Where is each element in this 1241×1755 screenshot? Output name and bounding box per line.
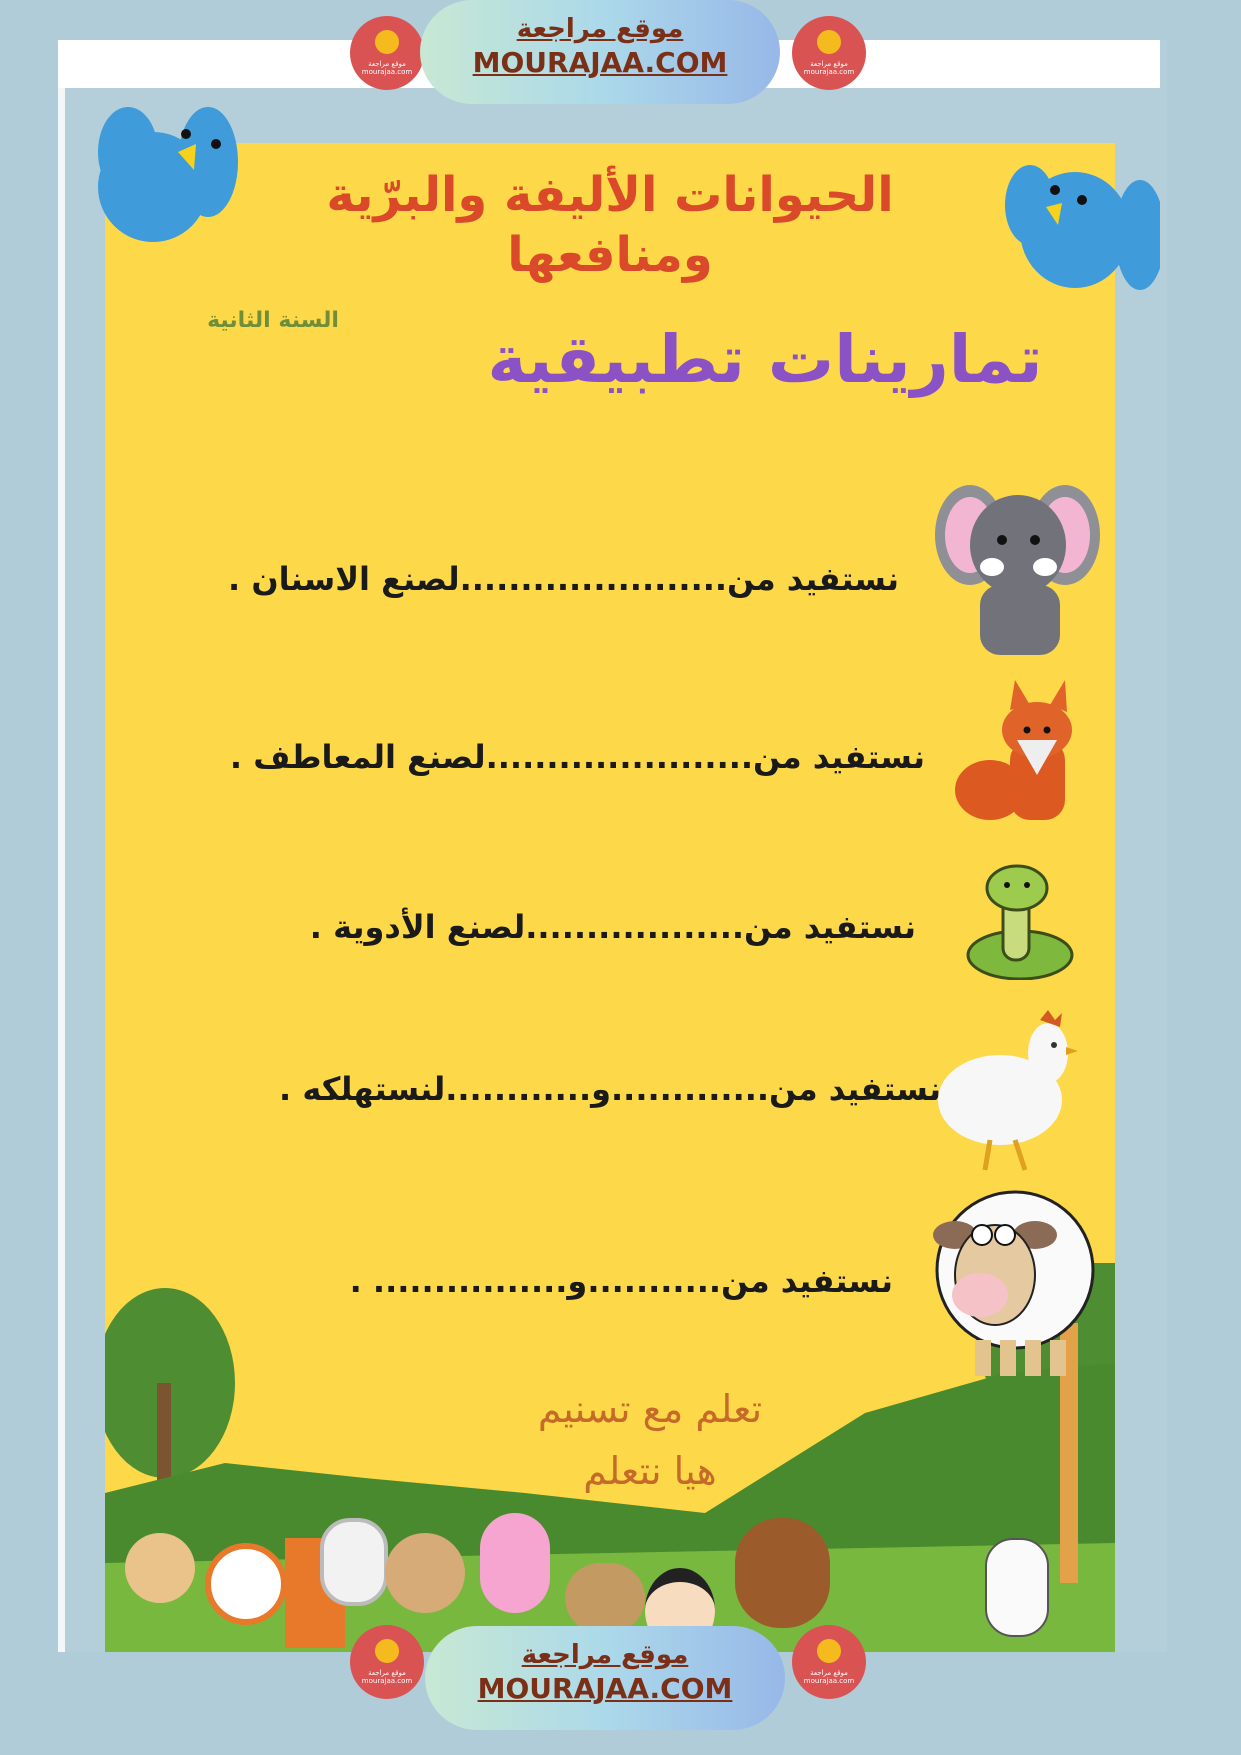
- snake-icon: [965, 860, 1080, 980]
- watermark-seal-top-left: [350, 16, 424, 90]
- watermark-arabic: موقع مراجعة: [516, 14, 684, 44]
- watermark-badge-top[interactable]: [420, 0, 780, 104]
- chicken-icon: [930, 1005, 1080, 1180]
- watermark-latin: MOURAJAA.COM: [477, 1672, 733, 1705]
- dog-brown-icon: [565, 1563, 645, 1633]
- watermark-seal-top-right: [792, 16, 866, 90]
- puppy-icon: [985, 1538, 1049, 1637]
- zebra-icon: [320, 1518, 388, 1606]
- seal-caption-ar: موقع مراجعة: [368, 1669, 406, 1677]
- seal-caption: [350, 1669, 424, 1685]
- question-chicken[interactable]: نستفيد من.............و............لنستهلكه .: [279, 1070, 941, 1108]
- watermark-arabic: موقع مراجعة: [521, 1640, 689, 1670]
- watermark-seal-bottom-left: [350, 1625, 424, 1699]
- seal-caption: [792, 1669, 866, 1685]
- worksheet-footer: [490, 1378, 810, 1502]
- blue-bird-left-icon: [68, 92, 238, 252]
- seal-caption-ar: موقع مراجعة: [810, 60, 848, 68]
- book-icon: [817, 1639, 841, 1663]
- question-snake[interactable]: نستفيد من..................لصنع الأدوية .: [309, 908, 916, 946]
- title-line-2: ومنافعها: [507, 227, 713, 283]
- watermark-badge-bottom[interactable]: [425, 1626, 785, 1730]
- watermark-latin: MOURAJAA.COM: [472, 46, 728, 79]
- seal-caption: [350, 60, 424, 76]
- question-sheep[interactable]: نستفيد من...........و................ .: [349, 1262, 893, 1300]
- book-icon: [375, 1639, 399, 1663]
- tiger-icon: [125, 1533, 195, 1603]
- seal-caption: [792, 60, 866, 76]
- deer-icon: [205, 1543, 287, 1625]
- seal-caption-en: mourajaa.com: [803, 68, 855, 76]
- elephant-icon: [930, 475, 1105, 660]
- question-elephant[interactable]: نستفيد من......................لصنع الاسنان .: [228, 560, 899, 598]
- seal-caption-en: mourajaa.com: [361, 1677, 413, 1685]
- title-line-1: الحيوانات الأليفة والبرّية: [326, 167, 894, 223]
- watermark-seal-bottom-right: [792, 1625, 866, 1699]
- rabbit-icon: [480, 1513, 550, 1613]
- fox-icon: [955, 680, 1085, 825]
- bear-icon: [735, 1518, 830, 1628]
- footer-line-1: تعلم مع تسنيم: [537, 1387, 763, 1431]
- exercises-subtitle: تمارينات تطبيقية: [487, 321, 1043, 398]
- seal-caption-en: mourajaa.com: [803, 1677, 855, 1685]
- grade-label: السنة الثانية: [207, 308, 339, 333]
- book-icon: [817, 30, 841, 54]
- lion-icon: [385, 1533, 465, 1613]
- question-fox[interactable]: نستفيد من......................لصنع المعاطف .: [229, 738, 925, 776]
- blue-bird-right-icon: [1000, 145, 1160, 305]
- worksheet-title: [300, 165, 920, 285]
- seal-caption-en: mourajaa.com: [361, 68, 413, 76]
- footer-line-2: هيا نتعلم: [583, 1449, 717, 1493]
- book-icon: [375, 30, 399, 54]
- sheep-icon: [920, 1180, 1100, 1380]
- seal-caption-ar: موقع مراجعة: [368, 60, 406, 68]
- seal-caption-ar: موقع مراجعة: [810, 1669, 848, 1677]
